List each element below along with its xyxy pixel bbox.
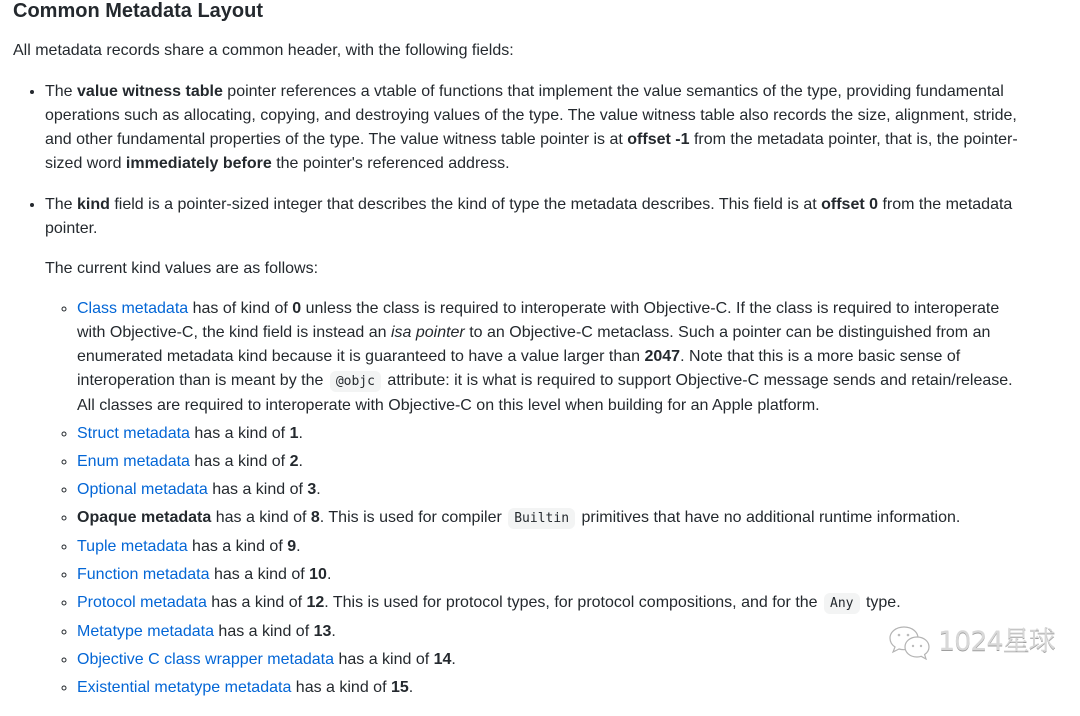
term-immediately-before: immediately before bbox=[125, 155, 272, 172]
existential-metatype-metadata-link[interactable]: Existential metatype metadata bbox=[77, 679, 292, 696]
kind-value: 12 bbox=[306, 594, 325, 611]
list-item-kind bbox=[45, 192, 1023, 700]
fields-list bbox=[13, 79, 1023, 700]
offset-value: offset -1 bbox=[627, 131, 690, 148]
metatype-metadata-link[interactable]: Metatype metadata bbox=[77, 623, 214, 640]
code-any: Any bbox=[824, 593, 859, 614]
code-objc: @objc bbox=[330, 371, 381, 392]
protocol-metadata-link[interactable]: Protocol metadata bbox=[77, 594, 207, 611]
list-item-value-witness-table bbox=[45, 79, 1023, 176]
offset-value: offset 0 bbox=[821, 196, 879, 213]
list-item-struct-metadata: ◦ Struct metadata has a kind of 1. bbox=[77, 422, 1023, 446]
kind-value: 9 bbox=[287, 538, 297, 555]
watermark-text: 1024星球 bbox=[938, 626, 1055, 657]
kind-value: 13 bbox=[313, 623, 332, 640]
term-isa-pointer: isa pointer bbox=[390, 324, 465, 341]
objc-class-wrapper-metadata-link[interactable]: Objective C class wrapper metadata bbox=[77, 651, 334, 668]
kind-value: 2 bbox=[289, 453, 299, 470]
document bbox=[13, 0, 1023, 716]
kind-value: 0 bbox=[292, 300, 302, 317]
vwt-paragraph: • The value witness table pointer references a vtable of functions that implement the value semantics of the type, providing fundamental operations such as allocating, copying, and destroying values of the type. The value witness table also records the size, alignment, stride, and other fundamental properties of the type. The value witness table pointer is at offset -1 from the metadata pointer, that is, the pointer-sized word immediately before the pointer's referenced address. bbox=[45, 83, 1018, 172]
code-builtin: Builtin bbox=[508, 508, 575, 529]
list-item-tuple-metadata: ◦ Tuple metadata has a kind of 9. bbox=[77, 535, 1023, 559]
list-item-class-metadata: ◦ Class metadata has of kind of 0 unless the class is required to interoperate with Objective-C. If the class is required to interoperate with Objective-C, the kind field is instead an isa pointer to an Objective-C metaclass. Such a pointer can be distinguished from an enumerated metadata kind because it is guaranteed to have a value larger than 2047. Note that this is a more basic sense of interoperation than is meant by the @objc attribute: it is what is required to support Objective-C message sends and retain/release. All classes are required to interoperate with Objective-C on this level when building for an Apple platform. bbox=[77, 297, 1023, 418]
term-kind: kind bbox=[77, 196, 110, 213]
watermark bbox=[888, 624, 1055, 660]
kind-paragraph: • The kind field is a pointer-sized integer that describes the kind of type the metadata describes. This field is at offset 0 from the metadata pointer. bbox=[45, 196, 1013, 237]
class-metadata-link[interactable]: Class metadata bbox=[77, 300, 189, 317]
tuple-metadata-link[interactable]: Tuple metadata bbox=[77, 538, 188, 555]
kind-threshold: 2047 bbox=[644, 348, 681, 365]
kind-value: 14 bbox=[433, 651, 452, 668]
list-item-metatype-metadata: ◦ Metatype metadata has a kind of 13. bbox=[77, 620, 1023, 644]
list-item-objc-class-wrapper-metadata: ◦ Objective C class wrapper metadata has a kind of 14. bbox=[77, 648, 1023, 672]
optional-metadata-link[interactable]: Optional metadata bbox=[77, 481, 208, 498]
kind-value: 8 bbox=[310, 509, 320, 526]
list-item-existential-metatype-metadata: ◦ Existential metatype metadata has a kind of 15. bbox=[77, 676, 1023, 700]
function-metadata-link[interactable]: Function metadata bbox=[77, 566, 210, 583]
list-item-optional-metadata: ◦ Optional metadata has a kind of 3. bbox=[77, 478, 1023, 502]
list-item-enum-metadata: ◦ Enum metadata has a kind of 2. bbox=[77, 450, 1023, 474]
kind-value: 1 bbox=[289, 425, 299, 442]
list-item-function-metadata: ◦ Function metadata has a kind of 10. bbox=[77, 563, 1023, 587]
intro-paragraph: All metadata records share a common header, with the following fields: bbox=[13, 42, 514, 59]
enum-metadata-link[interactable]: Enum metadata bbox=[77, 453, 190, 470]
list-item-protocol-metadata: ◦ Protocol metadata has a kind of 12. This is used for protocol types, for protocol compositions, and for the Any type. bbox=[77, 591, 1023, 616]
kind-values-list bbox=[45, 297, 1023, 700]
kind-value: 10 bbox=[309, 566, 327, 583]
kind-values-intro: The current kind values are as follows: bbox=[45, 260, 319, 277]
term-opaque-metadata: Opaque metadata bbox=[77, 509, 212, 526]
section-heading: Common Metadata Layout bbox=[13, 0, 264, 22]
kind-value: 15 bbox=[390, 679, 409, 696]
term-value-witness-table: value witness table bbox=[77, 83, 223, 100]
struct-metadata-link[interactable]: Struct metadata bbox=[77, 425, 190, 442]
kind-value: 3 bbox=[307, 481, 317, 498]
list-item-opaque-metadata: ◦ Opaque metadata has a kind of 8. This is used for compiler Builtin primitives that have no additional runtime information. bbox=[77, 506, 1023, 531]
wechat-icon bbox=[888, 624, 934, 660]
